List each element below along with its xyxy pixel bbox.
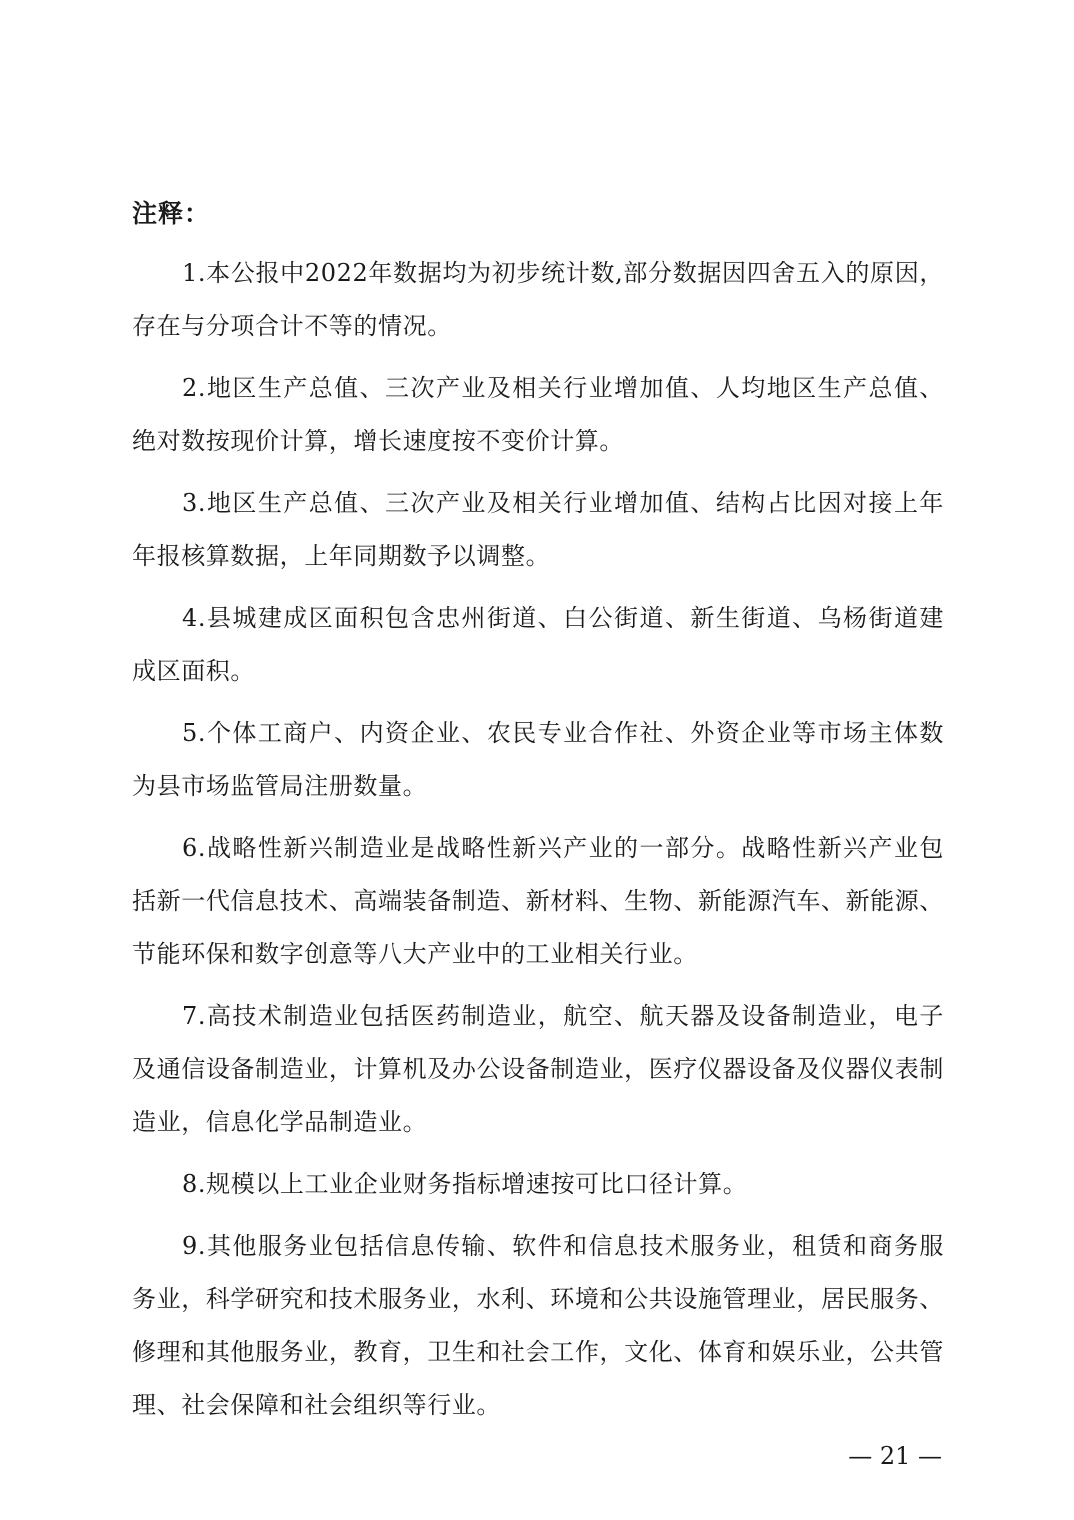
note-item: 9.其他服务业包括信息传输、软件和信息技术服务业，租赁和商务服务业，科学研究和技术服务业，水利、环境和公共设施管理业，居民服务、修理和其他服务业，教育，卫生和社会工作，文化、体育和娱乐业，公共管理、社会保障和社会组织等行业。 [132, 1232, 944, 1419]
note-item: 7.高技术制造业包括医药制造业，航空、航天器及设备制造业，电子及通信设备制造业，计算机及办公设备制造业，医疗仪器设备及仪器仪表制造业，信息化学品制造业。 [132, 1002, 944, 1136]
note-item: 8.规模以上工业企业财务指标增速按可比口径计算。 [182, 1170, 748, 1198]
note-item: 4.县城建成区面积包含忠州街道、白公街道、新生街道、乌杨街道建成区面积。 [132, 604, 944, 685]
note-item: 3.地区生产总值、三次产业及相关行业增加值、结构占比因对接上年年报核算数据，上年同期数予以调整。 [132, 489, 944, 570]
notes-list [132, 247, 944, 1441]
note-item: 2.地区生产总值、三次产业及相关行业增加值、人均地区生产总值、绝对数按现价计算，增长速度按不变价计算。 [132, 374, 944, 455]
note-item: 1.本公报中2022年数据均为初步统计数,部分数据因四舍五入的原因，存在与分项合计不等的情况。 [132, 259, 944, 340]
note-item: 5.个体工商户、内资企业、农民专业合作社、外资企业等市场主体数为县市场监管局注册数量。 [132, 719, 944, 800]
page-number: — 21 — [848, 1442, 942, 1470]
note-item: 6.战略性新兴制造业是战略性新兴产业的一部分。战略性新兴产业包括新一代信息技术、高端装备制造、新材料、生物、新能源汽车、新能源、节能环保和数字创意等八大产业中的工业相关行业。 [132, 834, 944, 968]
notes-heading: 注释： [132, 199, 211, 228]
